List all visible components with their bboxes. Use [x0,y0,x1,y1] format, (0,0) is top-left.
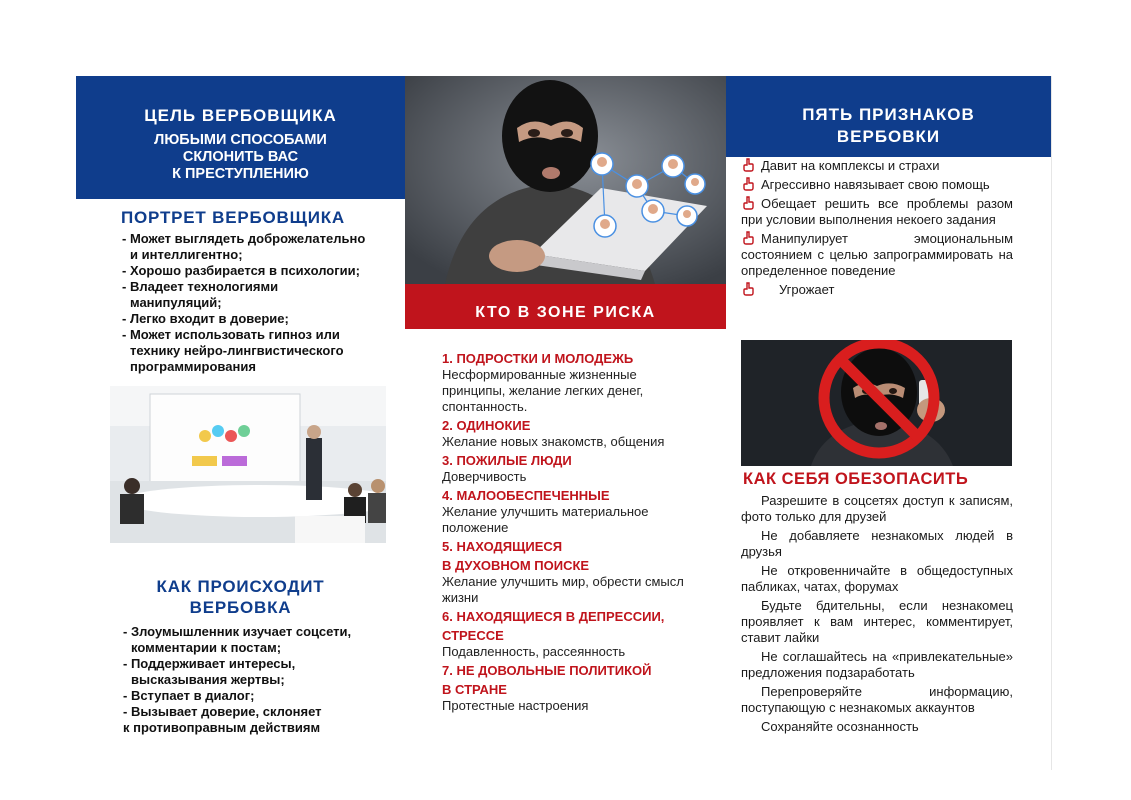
list-item: Будьте бдительны, если незнакомец проявляет к вам интерес, комментирует, ставит лайки [741,598,1013,645]
prohibited-hacker-photo [741,340,1012,466]
list-item: - Вступает в диалог; [123,688,255,703]
list-item: Давит на комплексы и страхи [741,158,1013,174]
goal-banner [76,76,405,199]
list-item: - Вызывает доверие, склоняет [123,704,322,719]
risk-group-heading: В ДУХОВНОМ ПОИСКЕ [442,558,590,573]
risk-list [423,348,713,717]
risk-group-description: Желание улучшить мир, обрести смысл жизни [442,574,684,605]
pointing-hand-icon [741,177,755,191]
list-item: высказывания жертвы; [131,672,285,687]
goal-subtitle: ЛЮБЫМИ СПОСОБАМИ СКЛОНИТЬ ВАС К ПРЕСТУПЛЕНИЮ [154,132,327,182]
signs-list [741,158,1013,301]
risk-group-heading: 3. ПОЖИЛЫЕ ЛЮДИ [442,453,572,468]
meeting-photo [110,386,386,543]
list-item: Перепроверяйте информацию, поступающую с незнакомых аккаунтов [741,684,1013,715]
list-item: к противоправным действиям [123,720,321,735]
list-item: Угрожает [741,282,1013,298]
list-item: манипуляций; [130,295,222,310]
tips-list [741,493,1013,738]
hacker-laptop-photo [405,76,726,284]
list-item: Не откровенничайте в общедоступных пабликах, чатах, форумах [741,563,1013,594]
list-item: и интеллигентно; [130,247,243,262]
how-title: КАК ПРОИСХОДИТ ВЕРБОВКА [156,577,325,617]
list-item: - Может выглядеть доброжелательно [122,231,366,246]
list-item: Не добавляете незнакомых людей в друзья [741,528,1013,559]
risk-group-heading: В СТРАНЕ [442,682,507,697]
goal-title: ЦЕЛЬ ВЕРБОВЩИКА [144,106,337,125]
risk-title-banner: КТО В ЗОНЕ РИСКА [405,284,726,329]
list-item: программирования [130,359,256,374]
left-column [76,76,405,735]
pointing-hand-icon [741,282,755,296]
risk-group-description: Желание улучшить материальное положение [442,504,649,535]
protect-title: КАК СЕБЯ ОБЕЗОПАСИТЬ [743,470,969,488]
risk-group-heading: 6. НАХОДЯЩИЕСЯ В ДЕПРЕССИИ, [442,609,665,624]
risk-group-heading: 5. НАХОДЯЩИЕСЯ [442,539,563,554]
risk-group-description: Несформированные жизненные принципы, желание легких денег, спонтанность. [442,367,644,414]
list-item: технику нейро-лингвистического [130,343,344,358]
list-item: Агрессивно навязывает свою помощь [741,177,1013,193]
pointing-hand-icon [741,231,755,245]
risk-group-heading: СТРЕССЕ [442,628,504,643]
risk-group-description: Протестные настроения [442,698,589,713]
how-list [123,624,403,736]
risk-group-heading: 1. ПОДРОСТКИ И МОЛОДЕЖЬ [442,351,634,366]
list-item: комментарии к постам; [131,640,282,655]
list-item: Манипулирует эмоциональным состоянием с целью запрограммировать на определенное поведение [741,231,1013,278]
list-item: - Легко входит в доверие; [122,311,289,326]
pointing-hand-icon [741,158,755,172]
portrait-title: ПОРТРЕТ ВЕРБОВЩИКА [121,208,345,227]
list-item: - Поддерживает интересы, [123,656,296,671]
pointing-hand-icon [741,196,755,210]
list-item: Сохраняйте осознанность [761,719,919,734]
list-item: - Хорошо разбирается в психологии; [122,263,360,278]
right-divider [1051,76,1052,770]
list-item: - Может использовать гипноз или [122,327,340,342]
risk-group-description: Доверчивость [442,469,527,484]
risk-group-heading: 7. НЕ ДОВОЛЬНЫЕ ПОЛИТИКОЙ [442,663,652,678]
list-item: - Злоумышленник изучает соцсети, [123,624,352,639]
signs-title-banner: ПЯТЬ ПРИЗНАКОВ ВЕРБОВКИ [726,76,1051,157]
list-item: Разрешите в соцсетях доступ к записям, фото только для друзей [741,493,1013,524]
portrait-list [122,231,405,375]
risk-group-description: Подавленность, рассеянность [442,644,626,659]
list-item: - Владеет технологиями [122,279,279,294]
risk-group-heading: 2. ОДИНОКИЕ [442,418,531,433]
list-item: Обещает решить все проблемы разом при условии выполнения некоего задания [741,196,1013,227]
list-item: Не соглашайтесь на «привлекательные» предложения подзаработать [741,649,1013,680]
risk-group-description: Желание новых знакомств, общения [442,434,665,449]
risk-group-heading: 4. МАЛООБЕСПЕЧЕННЫЕ [442,488,610,503]
